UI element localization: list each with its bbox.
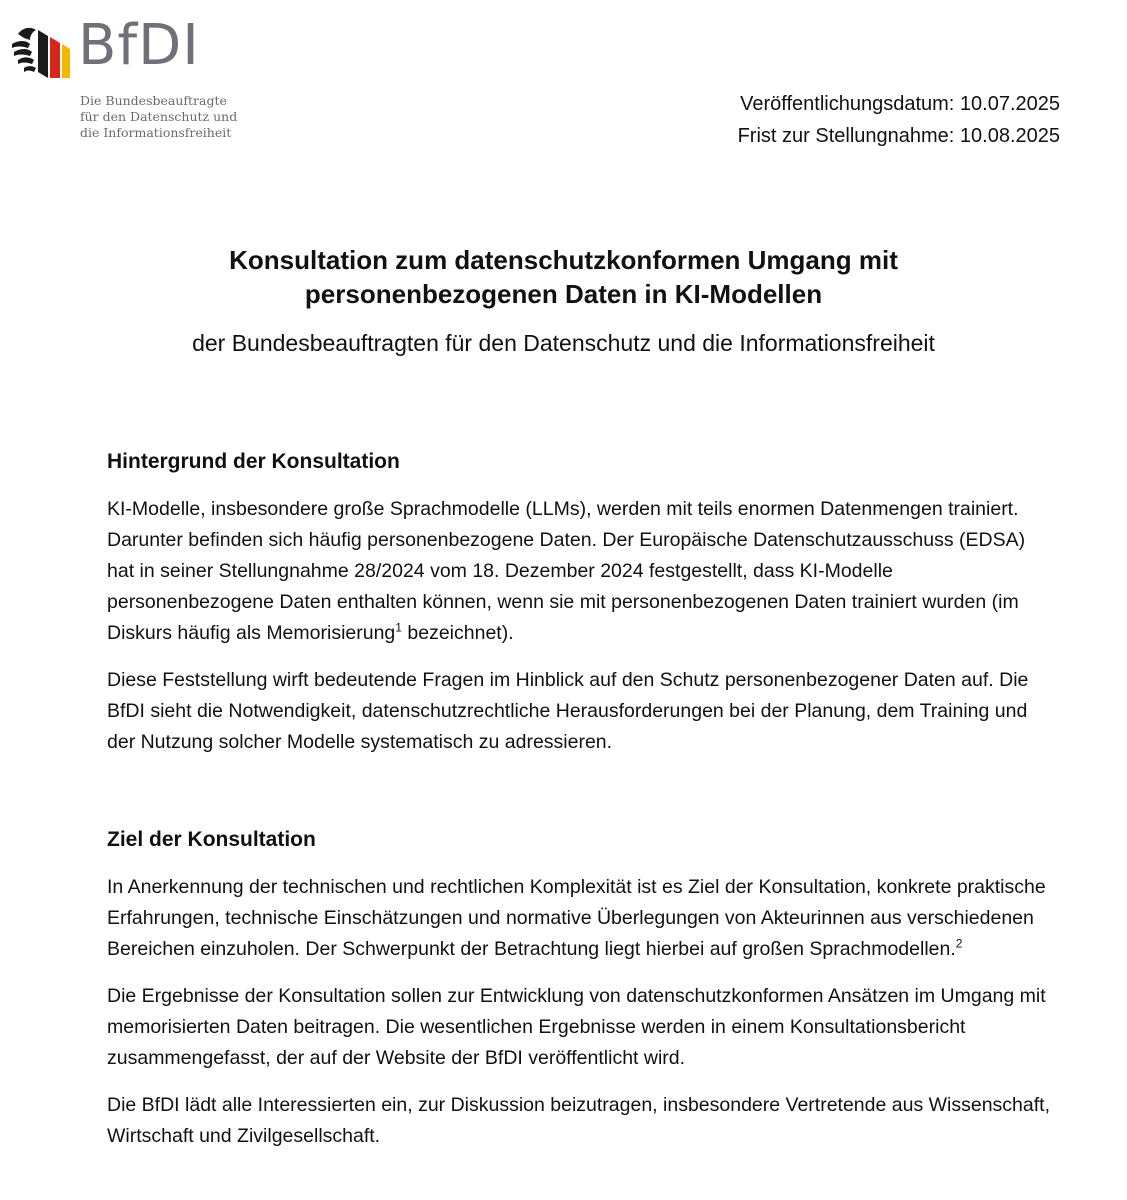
paragraph: Die BfDI lädt alle Interessierten ein, zur Diskussion beizutragen, insbesondere Vertretende aus Wissenschaft, Wirtschaft und Zivilgesellschaft. <box>107 1094 1050 1147</box>
bfdi-wordmark: BfDI <box>78 13 200 78</box>
paragraph-text: KI-Modelle, insbesondere große Sprachmodelle (LLMs), werden mit teils enormen Datenmengen trainiert. Darunter befinden sich häufig personenbezogene Daten. Der Europäische Datenschutzausschuss (EDSA) hat in seiner Stellungnahme 28/2024 vom 18. Dezember 2024 festgestellt, dass KI-Modelle personenbezogene Daten enthalten können, wenn sie mit personenbezogenen Daten trainiert wurden (im Diskurs häufig als Memorisierung <box>107 498 1026 644</box>
title-line-1: Konsultation zum datenschutzkonformen Umgang mit <box>229 245 898 275</box>
paragraph: Die Ergebnisse der Konsultation sollen zur Entwicklung von datenschutzkonformen Ansätzen im Umgang mit memorisierten Daten beitragen. Die wesentlichen Ergebnisse werden in einem Konsultationsbericht zusammengefasst, der auf der Website der BfDI veröffentlicht wird. <box>107 985 1046 1069</box>
logo-subtitle-line: für den Datenschutz und <box>80 109 238 124</box>
federal-eagle-icon <box>8 24 72 80</box>
paragraph-text: In Anerkennung der technischen und rechtlichen Komplexität ist es Ziel der Konsultation, konkrete praktische Erfahrungen, technische Einschätzungen und normative Überlegungen von Akteurinnen aus verschiedenen Bereichen einzuholen. Der Schwerpunkt der Betrachtung liegt hierbei auf großen Sprachmodellen. <box>107 876 1046 960</box>
paragraph: Diese Feststellung wirft bedeutende Fragen im Hinblick auf den Schutz personenbezogener Daten auf. Die BfDI sieht die Notwendigkeit, datenschutzrechtliche Herausforderungen bei der Planung, dem Training und der Nutzung solcher Modelle systematisch zu adressieren. <box>107 669 1029 753</box>
paragraph <box>107 494 1057 649</box>
footnote-marker[interactable]: 2 <box>955 936 963 951</box>
document-body <box>107 446 1057 1168</box>
comment-deadline: Frist zur Stellungnahme: 10.08.2025 <box>737 125 1060 147</box>
section-heading-background: Hintergrund der Konsultation <box>107 450 400 473</box>
section-heading-goal: Ziel der Konsultation <box>107 828 316 851</box>
section-spacer <box>107 774 1057 824</box>
footnote-marker[interactable]: 1 <box>395 620 402 635</box>
date-block <box>738 88 1060 152</box>
logo-subtitle-line: Die Bundesbeauftragte <box>80 93 227 108</box>
paragraph-text: bezeichnet). <box>401 622 514 644</box>
logo-subtitle-line: die Informationsfreiheit <box>80 125 232 140</box>
publication-date: Veröffentlichungsdatum: 10.07.2025 <box>740 93 1060 115</box>
document-subtitle: der Bundesbeauftragten für den Datenschutz und die Informationsfreiheit <box>192 330 935 356</box>
logo-subtitle <box>80 93 270 141</box>
document-title <box>0 243 1127 311</box>
bfdi-logo <box>0 0 250 185</box>
title-line-2: personenbezogenen Daten in KI-Modellen <box>304 279 823 309</box>
paragraph <box>107 872 1057 965</box>
